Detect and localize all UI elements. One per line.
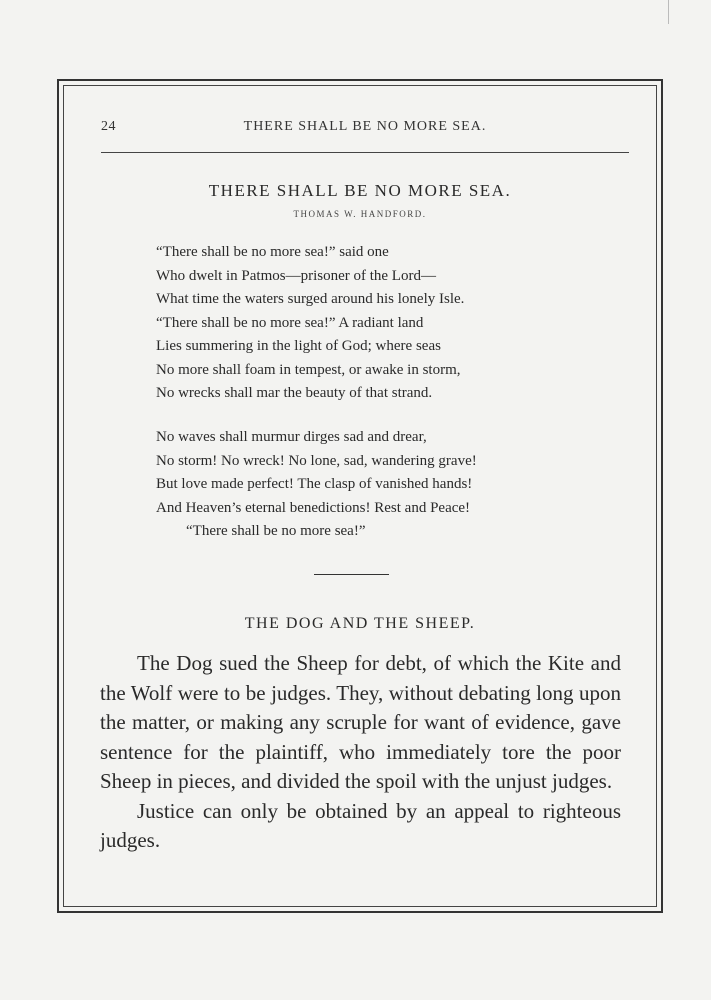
poem-line: No wrecks shall mar the beauty of that strand.: [156, 385, 433, 401]
poem-author: THOMAS W. HANDFORD.: [293, 209, 427, 219]
page-edge-mark: [668, 0, 669, 24]
poem-line: And Heaven’s eternal benedictions! Rest and Peace!: [156, 499, 471, 516]
poem-line: No more shall foam in tempest, or awake in storm,: [156, 361, 461, 378]
page-number: 24: [101, 119, 116, 134]
header-rule: [101, 152, 629, 153]
fable-paragraph: The Dog sued the Sheep for debt, of which the Kite and the Wolf were to be judges. They, without debating long upon the matter, or making any scruple for want of evidence, gave sentence for the plaintiff, who immediately tore the poor Sheep in pieces, and divided the spoil with the unjust judges.: [100, 651, 621, 793]
running-title: THERE SHALL BE NO MORE SEA.: [243, 119, 487, 134]
fable-moral: Justice can only be obtained by an appeal to righteous judges.: [100, 798, 621, 852]
poem-title: THERE SHALL BE NO MORE SEA.: [208, 181, 512, 200]
fable-body: [100, 649, 621, 856]
fable-title: THE DOG AND THE SHEEP.: [244, 615, 476, 632]
poem-line: Who dwelt in Patmos—prisoner of the Lord—: [156, 267, 436, 284]
poem-line: “There shall be no more sea!”: [186, 523, 366, 539]
page-content: [63, 85, 657, 907]
poem-line: No storm! No wreck! No lone, sad, wandering grave!: [156, 452, 477, 469]
poem-line: Lies summering in the light of God; where seas: [156, 338, 441, 354]
poem-line: “There shall be no more sea!” A radiant land: [156, 314, 424, 331]
poem-stanza-2: [156, 426, 477, 544]
poem-line: What time the waters surged around his lonely Isle.: [156, 291, 465, 307]
poem-stanza-1: [156, 241, 464, 406]
poem-line: No waves shall murmur dirges sad and drear,: [156, 429, 427, 445]
poem-line: “There shall be no more sea!” said one: [156, 244, 389, 260]
poem-line: But love made perfect! The clasp of vanished hands!: [156, 476, 473, 492]
section-divider: [314, 574, 389, 575]
